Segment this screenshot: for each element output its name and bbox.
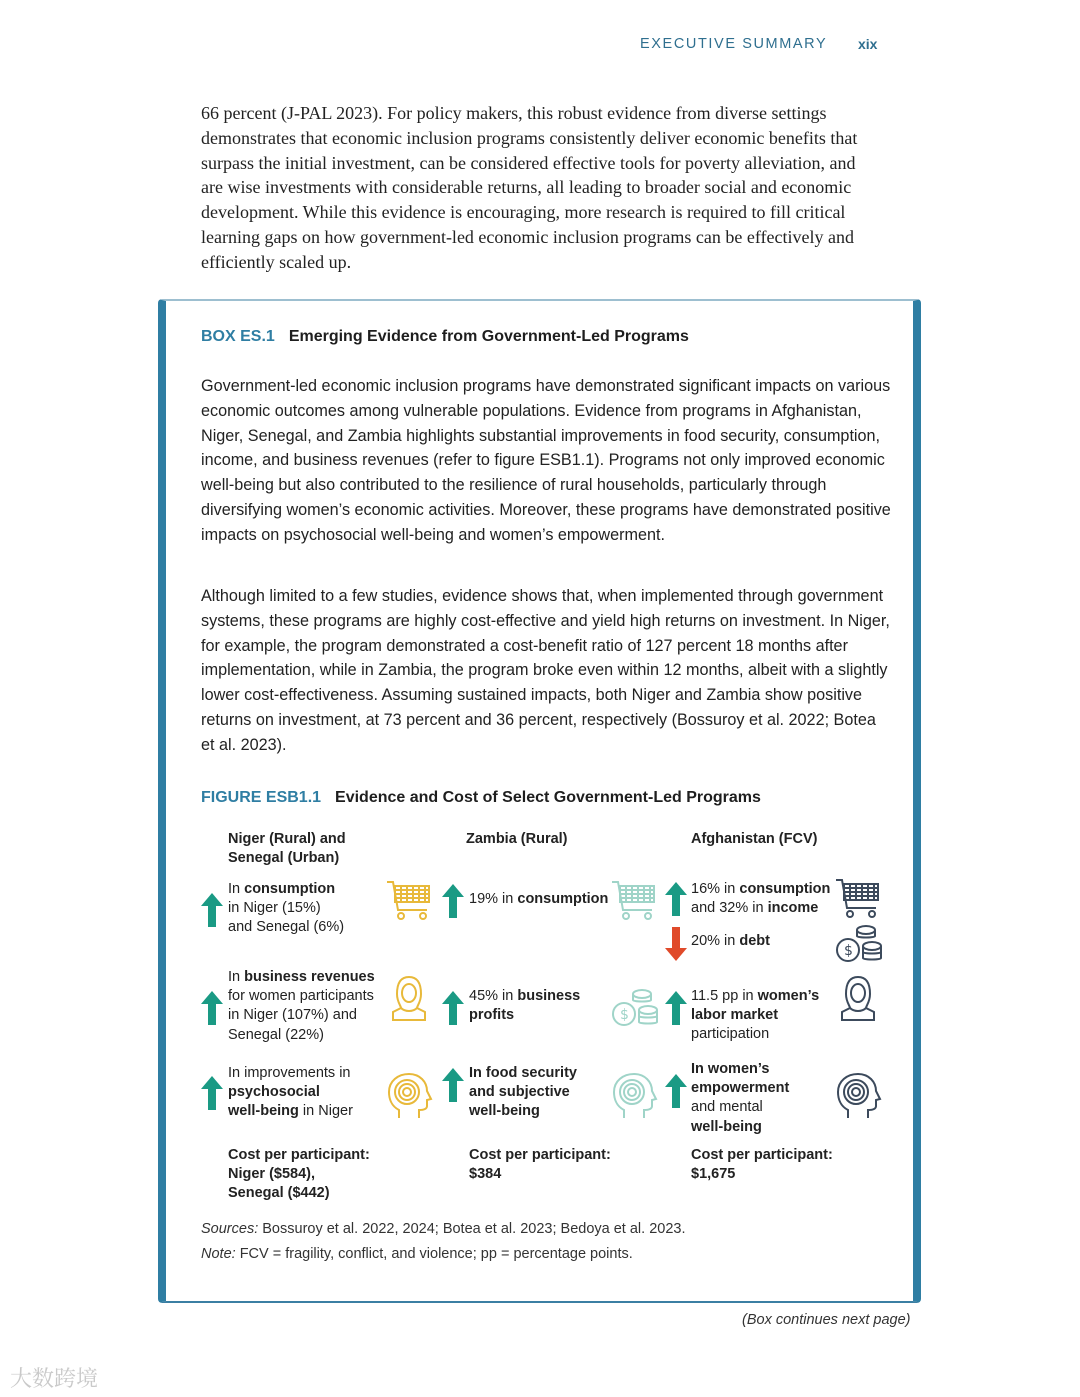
- text: and mental: [691, 1099, 763, 1116]
- up-arrow-icon: [665, 882, 687, 916]
- heading-line: Senegal (Urban): [228, 850, 340, 867]
- text-bold: labor market: [691, 1007, 779, 1024]
- text-bold: business: [517, 988, 581, 1004]
- shopping-cart-icon: [834, 874, 882, 922]
- zambia-cost: [469, 1146, 611, 1184]
- afghanistan-labor-text: [691, 987, 819, 1045]
- column-heading-niger-senegal: [228, 830, 346, 868]
- text: Senegal (22%): [228, 1026, 324, 1043]
- text-bold: consumption: [244, 881, 336, 897]
- figure-title: [201, 789, 761, 807]
- box-title-text: Emerging Evidence from Government-Led Programs: [288, 328, 689, 345]
- niger-business-text: [228, 968, 375, 1045]
- text-bold: business revenues: [244, 969, 375, 985]
- zambia-consumption-text: [469, 890, 608, 909]
- afghanistan-debt-text: [691, 932, 770, 951]
- text: participation: [691, 1026, 770, 1043]
- shopping-cart-icon: [610, 876, 658, 924]
- text: 20% in: [691, 933, 740, 949]
- text-bold: income: [767, 900, 819, 917]
- up-arrow-icon: [442, 884, 464, 918]
- afghanistan-consumption-text: [691, 880, 830, 918]
- text: 11.5 pp in: [691, 988, 758, 1004]
- text-bold: well-being: [691, 1118, 762, 1135]
- up-arrow-icon: [665, 991, 687, 1025]
- niger-consumption-text: [228, 880, 344, 938]
- text-bold: and subjective: [469, 1084, 570, 1101]
- figure-label: FIGURE ESB1.1: [201, 789, 322, 806]
- text: and 32% in: [691, 900, 768, 917]
- watermark: 大数跨境: [10, 1367, 99, 1392]
- shopping-cart-icon: [385, 876, 433, 924]
- text: 16% in: [691, 881, 740, 897]
- heading-line: Niger (Rural) and: [228, 831, 346, 847]
- text: $1,675: [691, 1166, 736, 1183]
- text: In: [228, 881, 245, 897]
- text-bold: psychosocial: [228, 1084, 320, 1101]
- afghanistan-cost: [691, 1146, 833, 1184]
- text: 19% in: [469, 891, 518, 907]
- zambia-wellbeing-text: [469, 1064, 577, 1122]
- up-arrow-icon: [442, 991, 464, 1025]
- box-label: BOX ES.1: [201, 328, 275, 345]
- text: Cost per participant:: [228, 1147, 370, 1163]
- text: for women participants: [228, 988, 374, 1005]
- up-arrow-icon: [201, 893, 223, 927]
- text: In improvements in: [228, 1065, 351, 1081]
- text: in Niger (15%): [228, 900, 321, 917]
- column-heading-zambia: Zambia (Rural): [466, 831, 568, 847]
- text-bold: profits: [469, 1007, 515, 1024]
- sources-text: Bossuroy et al. 2022, 2024; Botea et al. 2023; Bedoya et al. 2023.: [258, 1221, 686, 1237]
- down-arrow-icon: [665, 927, 687, 961]
- text-bold: empowerment: [691, 1080, 790, 1097]
- figure-note: [201, 1246, 633, 1262]
- text-bold: consumption: [517, 891, 609, 907]
- text-bold: In food security: [469, 1065, 577, 1081]
- text: In: [228, 969, 245, 985]
- intro-paragraph: 66 percent (J-PAL 2023). For policy makers, this robust evidence from diverse settings demonstrates that economic inclusion programs consistently deliver economic benefits that surpass the initial investment, can be considered effective tools for poverty alleviation, and are wise investments with considerable returns, all leading to broader social and economic development. While this evidence is encouraging, more research is required to fill critical learning gaps on how government-led economic inclusion programs can be effectively and efficiently scaled up.: [201, 103, 858, 272]
- page-number: xix: [858, 36, 878, 52]
- text: 45% in: [469, 988, 518, 1004]
- text: Niger ($584),: [228, 1166, 316, 1183]
- woman-hijab-icon: [385, 974, 433, 1022]
- text: Cost per participant:: [469, 1147, 611, 1163]
- box-continues-note: (Box continues next page): [742, 1312, 911, 1328]
- up-arrow-icon: [201, 1076, 223, 1110]
- sources-label: Sources:: [201, 1221, 259, 1237]
- zambia-business-text: [469, 987, 580, 1025]
- head-mind-icon: [385, 1072, 433, 1120]
- text: and Senegal (6%): [228, 919, 345, 936]
- text-bold: women’s: [757, 988, 820, 1004]
- note-text: FCV = fragility, conflict, and violence; pp = percentage points.: [235, 1246, 633, 1262]
- text: Senegal ($442): [228, 1185, 330, 1202]
- column-heading-afghanistan: Afghanistan (FCV): [691, 831, 818, 847]
- text-bold: well-being: [469, 1103, 540, 1120]
- text: Cost per participant:: [691, 1147, 833, 1163]
- box-title: [201, 328, 689, 346]
- box-paragraph: Government-led economic inclusion programs have demonstrated significant impacts on various economic outcomes among vulnerable populations. Evidence from programs in Afghanistan, Niger, Senegal, and Zambia highlights substantial improvements in food security, consumption, income, and business revenues (refer to figure ESB1.1). Programs not only improved economic well-being but also contributed to the resilience of rural households, particularly through diversifying women’s economic activities. Moreover, these programs have demonstrated positive impacts on psychosocial well-being and women’s empowerment.: [201, 377, 891, 544]
- box-paragraph: Although limited to a few studies, evidence shows that, when implemented through government systems, these programs are highly cost-effective and yield high returns on investment. In Niger, for example, the program demonstrated a cost-benefit ratio of 127 percent 18 months after implementation, while in Zambia, the program broke even within 12 months, albeit with a slightly lower cost-effectiveness. Assuming sustained impacts, both Niger and Zambia show positive returns on investment, at 73 percent and 36 percent, respectively (Bossuroy et al. 2022; Botea et al. 2023).: [201, 587, 890, 754]
- figure-title-text: Evidence and Cost of Select Government-Led Programs: [335, 789, 761, 806]
- text: in Niger (107%) and: [228, 1007, 357, 1024]
- up-arrow-icon: [201, 991, 223, 1025]
- coins-icon: [834, 920, 882, 968]
- text: in Niger: [298, 1103, 353, 1120]
- afghanistan-wellbeing-text: [691, 1060, 789, 1137]
- up-arrow-icon: [442, 1068, 464, 1102]
- woman-hijab-icon: [834, 974, 882, 1022]
- up-arrow-icon: [665, 1074, 687, 1108]
- text-bold: debt: [739, 933, 770, 949]
- note-label: Note:: [201, 1246, 236, 1262]
- text-bold: well-being: [228, 1103, 299, 1120]
- figure-sources: [201, 1221, 685, 1237]
- text: $384: [469, 1166, 502, 1183]
- coins-icon: [610, 984, 658, 1032]
- niger-senegal-cost: [228, 1146, 370, 1204]
- running-header: EXECUTIVE SUMMARY: [640, 36, 828, 52]
- text-bold: consumption: [739, 881, 831, 897]
- head-mind-icon: [834, 1072, 882, 1120]
- text-bold: In women’s: [691, 1061, 770, 1077]
- head-mind-icon: [610, 1072, 658, 1120]
- niger-wellbeing-text: [228, 1064, 353, 1122]
